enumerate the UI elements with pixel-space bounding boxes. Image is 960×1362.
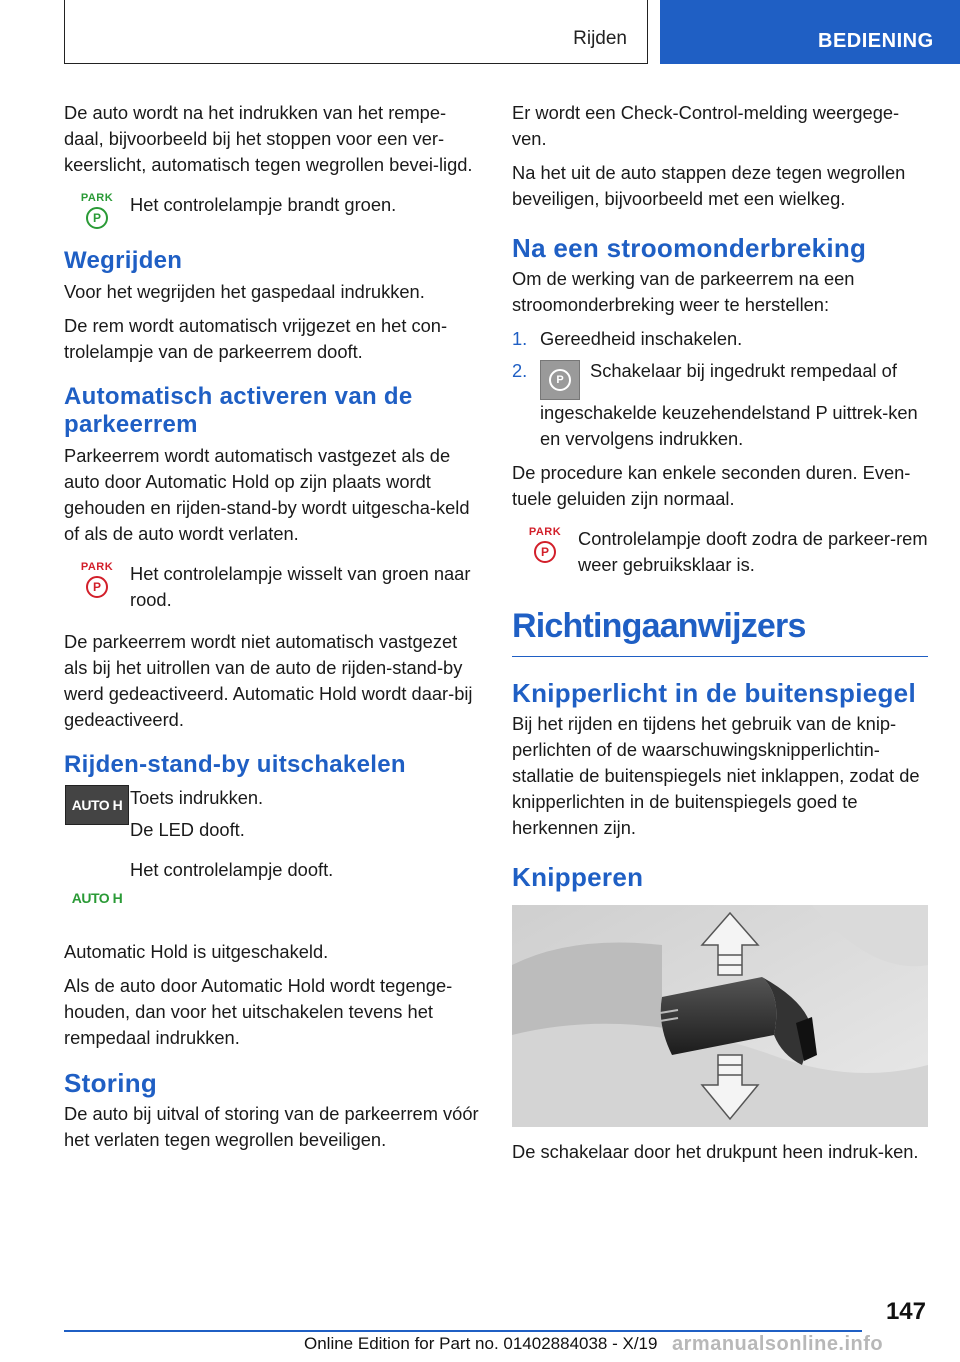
paragraph: Voor het wegrijden het gaspedaal indrukken. — [64, 281, 425, 302]
watermark: armanualsonline.info — [672, 1333, 884, 1355]
note-text: Toets indrukken. — [130, 787, 264, 808]
park-red-icon: PARK P — [77, 561, 117, 598]
footer-edition: Online Edition for Part no. 01402884038 - X/19 — [304, 1334, 658, 1353]
park-indicator-note — [64, 192, 480, 229]
heading-standby-uitschakelen: Rijden-stand-by uitschakelen — [64, 751, 406, 778]
note-text: Controlelampje dooft zodra de parkeer-rem weer gebruiksklaar is. — [578, 528, 928, 575]
paragraph: De schakelaar door het drukpunt heen indruk-ken. — [512, 1141, 919, 1162]
heading-automatisch-activeren: Automatisch activeren van de parkeerrem — [64, 383, 413, 438]
left-column — [64, 100, 480, 1161]
heading-stroomonderbreking: Na een stroomonderbreking — [512, 233, 867, 263]
note-text: Het controlelampje dooft. — [130, 859, 334, 880]
paragraph: De procedure kan enkele seconden duren. Even-tuele geluiden zijn normaal. — [512, 462, 911, 509]
paragraph: Bij het rijden en tijdens het gebruik van de knip-perlichten of de waarschuwingsknipperlichtin-stallatie de buitenspiegels niet inklappen, zodat de knipperlichten in de buitenspiegels goed te herkennen zijn. — [512, 713, 920, 838]
park-green-icon: PARK P — [77, 192, 117, 229]
header-chapter-title: BEDIENING — [818, 30, 934, 52]
page-number: 147 — [885, 1298, 926, 1325]
paragraph: Parkeerrem wordt automatisch vastgezet als de auto door Automatic Hold op zijn plaats wordt gehouden en rijden-stand-by wordt uitgescha-keld of als de auto wordt verlaten. — [64, 445, 470, 544]
paragraph: Automatic Hold is uitgeschakeld. — [64, 941, 329, 962]
note-text: De LED dooft. — [130, 819, 245, 840]
step-list — [512, 326, 928, 452]
paragraph: Om de werking van de parkeerrem na een stroomonderbreking weer te herstellen: — [512, 268, 855, 315]
heading-richtingaanwijzers: Richtingaanwijzers — [512, 604, 928, 657]
parking-brake-switch-icon: P — [540, 360, 580, 400]
heading-knipperen: Knipperen — [512, 862, 644, 892]
paragraph: Na het uit de auto stappen deze tegen wegrollen beveiligen, bijvoorbeeld met een wielkeg. — [512, 162, 906, 209]
list-item: 1. Gereedheid inschakelen. — [512, 328, 743, 349]
park-red-icon: PARK P — [525, 526, 565, 563]
note-text: Het controlelampje wisselt van groen naar rood. — [130, 563, 471, 610]
paragraph: De auto bij uitval of storing van de parkeerrem vóór het verlaten tegen wegrollen beveiligen. — [64, 1103, 479, 1150]
paragraph: De rem wordt automatisch vrijgezet en het con-trolelampje van de parkeerrem dooft. — [64, 315, 448, 362]
paragraph: De auto wordt na het indrukken van het rempe-daal, bijvoorbeeld bij het stoppen voor een ver-keerslicht, automatisch tegen wegrollen bevei-ligd. — [64, 102, 473, 175]
auto-hold-button-note — [64, 785, 480, 843]
heading-wegrijden: Wegrijden — [64, 247, 183, 274]
paragraph: De parkeerrem wordt niet automatisch vastgezet als bij het uitrollen van de auto de rijden-stand-by werd gedeactiveerd. Automatic Hold wordt daar-bij gedeactiveerd. — [64, 631, 473, 730]
paragraph: Er wordt een Check-Control-melding weergege-ven. — [512, 102, 900, 149]
auto-hold-button-icon: AUTO H — [65, 785, 129, 825]
header-chapter-tab — [660, 0, 960, 64]
heading-knipperlicht-buitenspiegel: Knipperlicht in de buitenspiegel — [512, 678, 916, 708]
turn-signal-lever-illustration — [512, 905, 928, 1127]
auto-hold-lamp-note — [64, 857, 480, 911]
auto-hold-lamp-icon: AUTO H — [71, 890, 123, 906]
header-section-box — [64, 0, 648, 64]
paragraph: Als de auto door Automatic Hold wordt tegenge-houden, dan voor het uitschakelen tevens het rempedaal indrukken. — [64, 975, 453, 1048]
note-text: Het controlelampje brandt groen. — [130, 194, 397, 215]
header-section-title: Rijden — [573, 28, 627, 49]
heading-storing: Storing — [64, 1068, 158, 1098]
right-column — [512, 100, 928, 1173]
park-indicator-note — [64, 561, 480, 613]
park-indicator-note — [512, 526, 928, 578]
footer-divider — [64, 1330, 862, 1332]
list-item: 2. P Schakelaar bij ingedrukt rempedaal of ingeschakelde keuzehendelstand P uittrek-ken en vervolgens indrukken. — [512, 360, 918, 449]
